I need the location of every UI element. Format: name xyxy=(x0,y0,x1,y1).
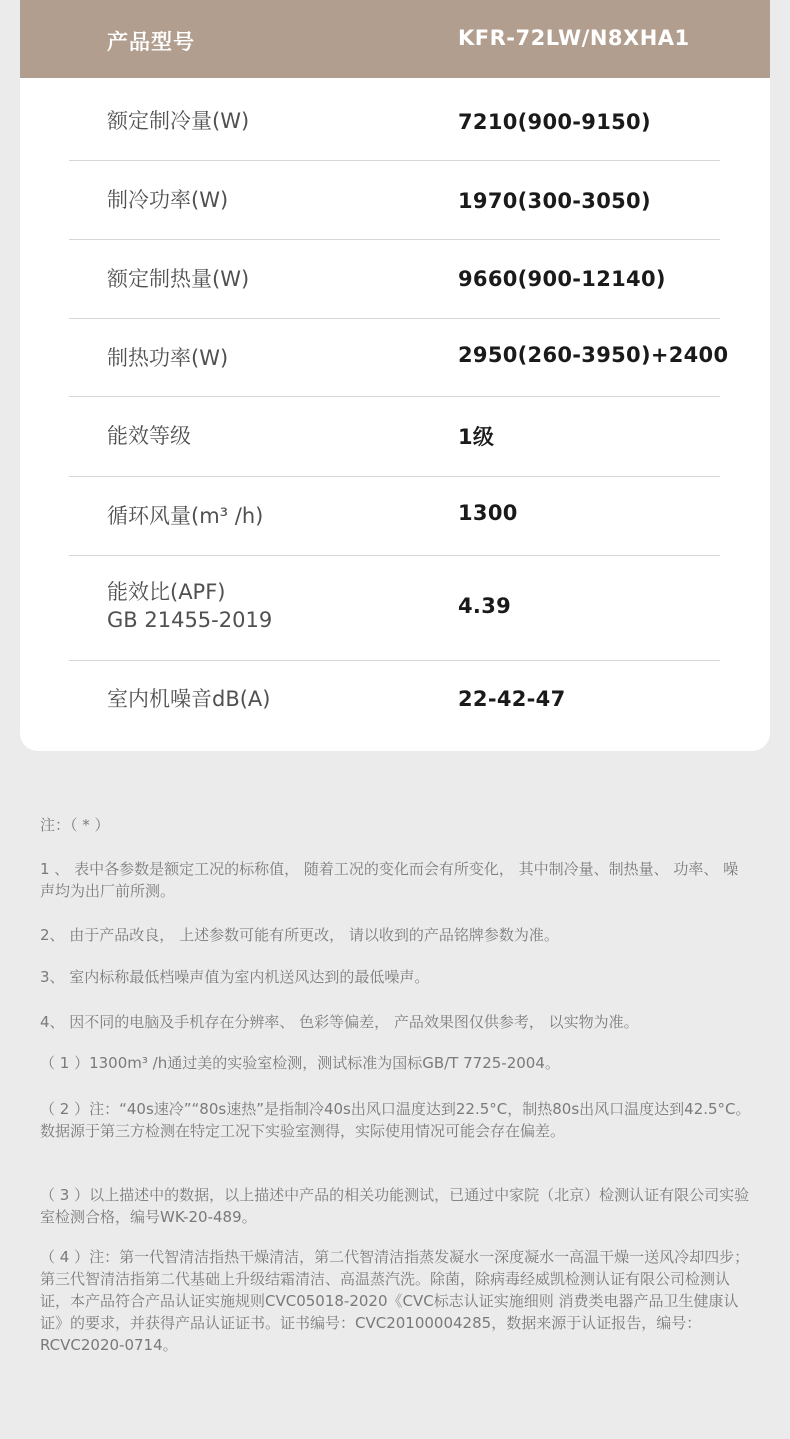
note-item: （ 2 ）注：“40s速冷”“80s速热”是指制冷40s出风口温度达到22.5°C，制热80s出风口温度达到42.5°C。数据源于第三方检测在特定工况下实验室测得，实际使用情况可能会存在偏差。 xyxy=(40,1100,751,1140)
spec-row xyxy=(20,319,770,397)
spec-row xyxy=(20,661,770,741)
spec-key-line2: GB 21455-2019 xyxy=(107,608,273,632)
note-item: 2、 由于产品改良， 上述参数可能有所更改， 请以收到的产品铭牌参数为准。 xyxy=(40,926,559,944)
header-value: KFR-72LW/N8XHA1 xyxy=(458,26,690,50)
spec-row xyxy=(20,78,770,160)
spec-value: 9660(900-12140) xyxy=(458,267,666,291)
note-title: 注：（ * ） xyxy=(40,816,110,834)
spec-key: 循环风量(m³ /h) xyxy=(107,504,264,528)
spec-key-line1: 能效比(APF) xyxy=(107,580,226,604)
spec-value: 7210(900-9150) xyxy=(458,110,651,134)
note-item: 3、 室内标称最低档噪声值为室内机送风达到的最低噪声。 xyxy=(40,968,430,986)
spec-header xyxy=(20,0,770,78)
note-item: （ 3 ）以上描述中的数据，以上描述中产品的相关功能测试，已通过中家院（北京）检测认证有限公司实验室检测合格，编号WK-20-489。 xyxy=(40,1186,750,1226)
spec-key: 制热功率(W) xyxy=(107,346,229,370)
note-item: 1 、 表中各参数是额定工况的标称值， 随着工况的变化而会有所变化， 其中制冷量、制热量、 功率、 噪声均为出厂前所测。 xyxy=(40,860,739,900)
spec-key xyxy=(107,578,272,634)
spec-row xyxy=(20,397,770,476)
spec-value: 1级 xyxy=(458,425,495,449)
spec-card xyxy=(20,0,770,751)
spec-key: 额定制热量(W) xyxy=(107,267,250,291)
spec-key: 制冷功率(W) xyxy=(107,188,229,212)
spec-row xyxy=(20,477,770,555)
spec-value: 2950(260-3950)+2400 xyxy=(458,343,729,367)
spec-row xyxy=(20,240,770,318)
note-item: 4、 因不同的电脑及手机存在分辨率、 色彩等偏差， 产品效果图仅供参考， 以实物为准。 xyxy=(40,1013,639,1031)
spec-key: 室内机噪音dB(A) xyxy=(107,687,271,711)
spec-key: 额定制冷量(W) xyxy=(107,109,250,133)
spec-row xyxy=(20,161,770,239)
note-item: （ 1 ）1300m³ /h通过美的实验室检测，测试标准为国标GB/T 7725-2004。 xyxy=(40,1054,560,1072)
spec-row xyxy=(20,556,770,660)
spec-value: 22-42-47 xyxy=(458,687,566,711)
spec-value: 4.39 xyxy=(458,594,512,618)
spec-value: 1300 xyxy=(458,501,518,525)
header-key: 产品型号 xyxy=(107,30,195,54)
note-item: （ 4 ）注：第一代智清洁指热干燥清洁，第二代智清洁指蒸发凝水一深度凝水一高温干燥一送风冷却四步；第三代智清洁指第二代基础上升级结霜清洁、高温蒸汽洗。除菌，除病毒经威凯检测认证有限公司检测认证，本产品符合产品认证实施规则CVC05018-2020《CVC标志认证实施细则 消费类电器产品卫生健康认证》的要求，并获得产品认证证书。证书编号：CVC20100004285，数据来源于认证报告，编号：RCVC2020-0714。 xyxy=(40,1248,750,1354)
spec-key: 能效等级 xyxy=(107,424,191,448)
spec-value: 1970(300-3050) xyxy=(458,189,651,213)
